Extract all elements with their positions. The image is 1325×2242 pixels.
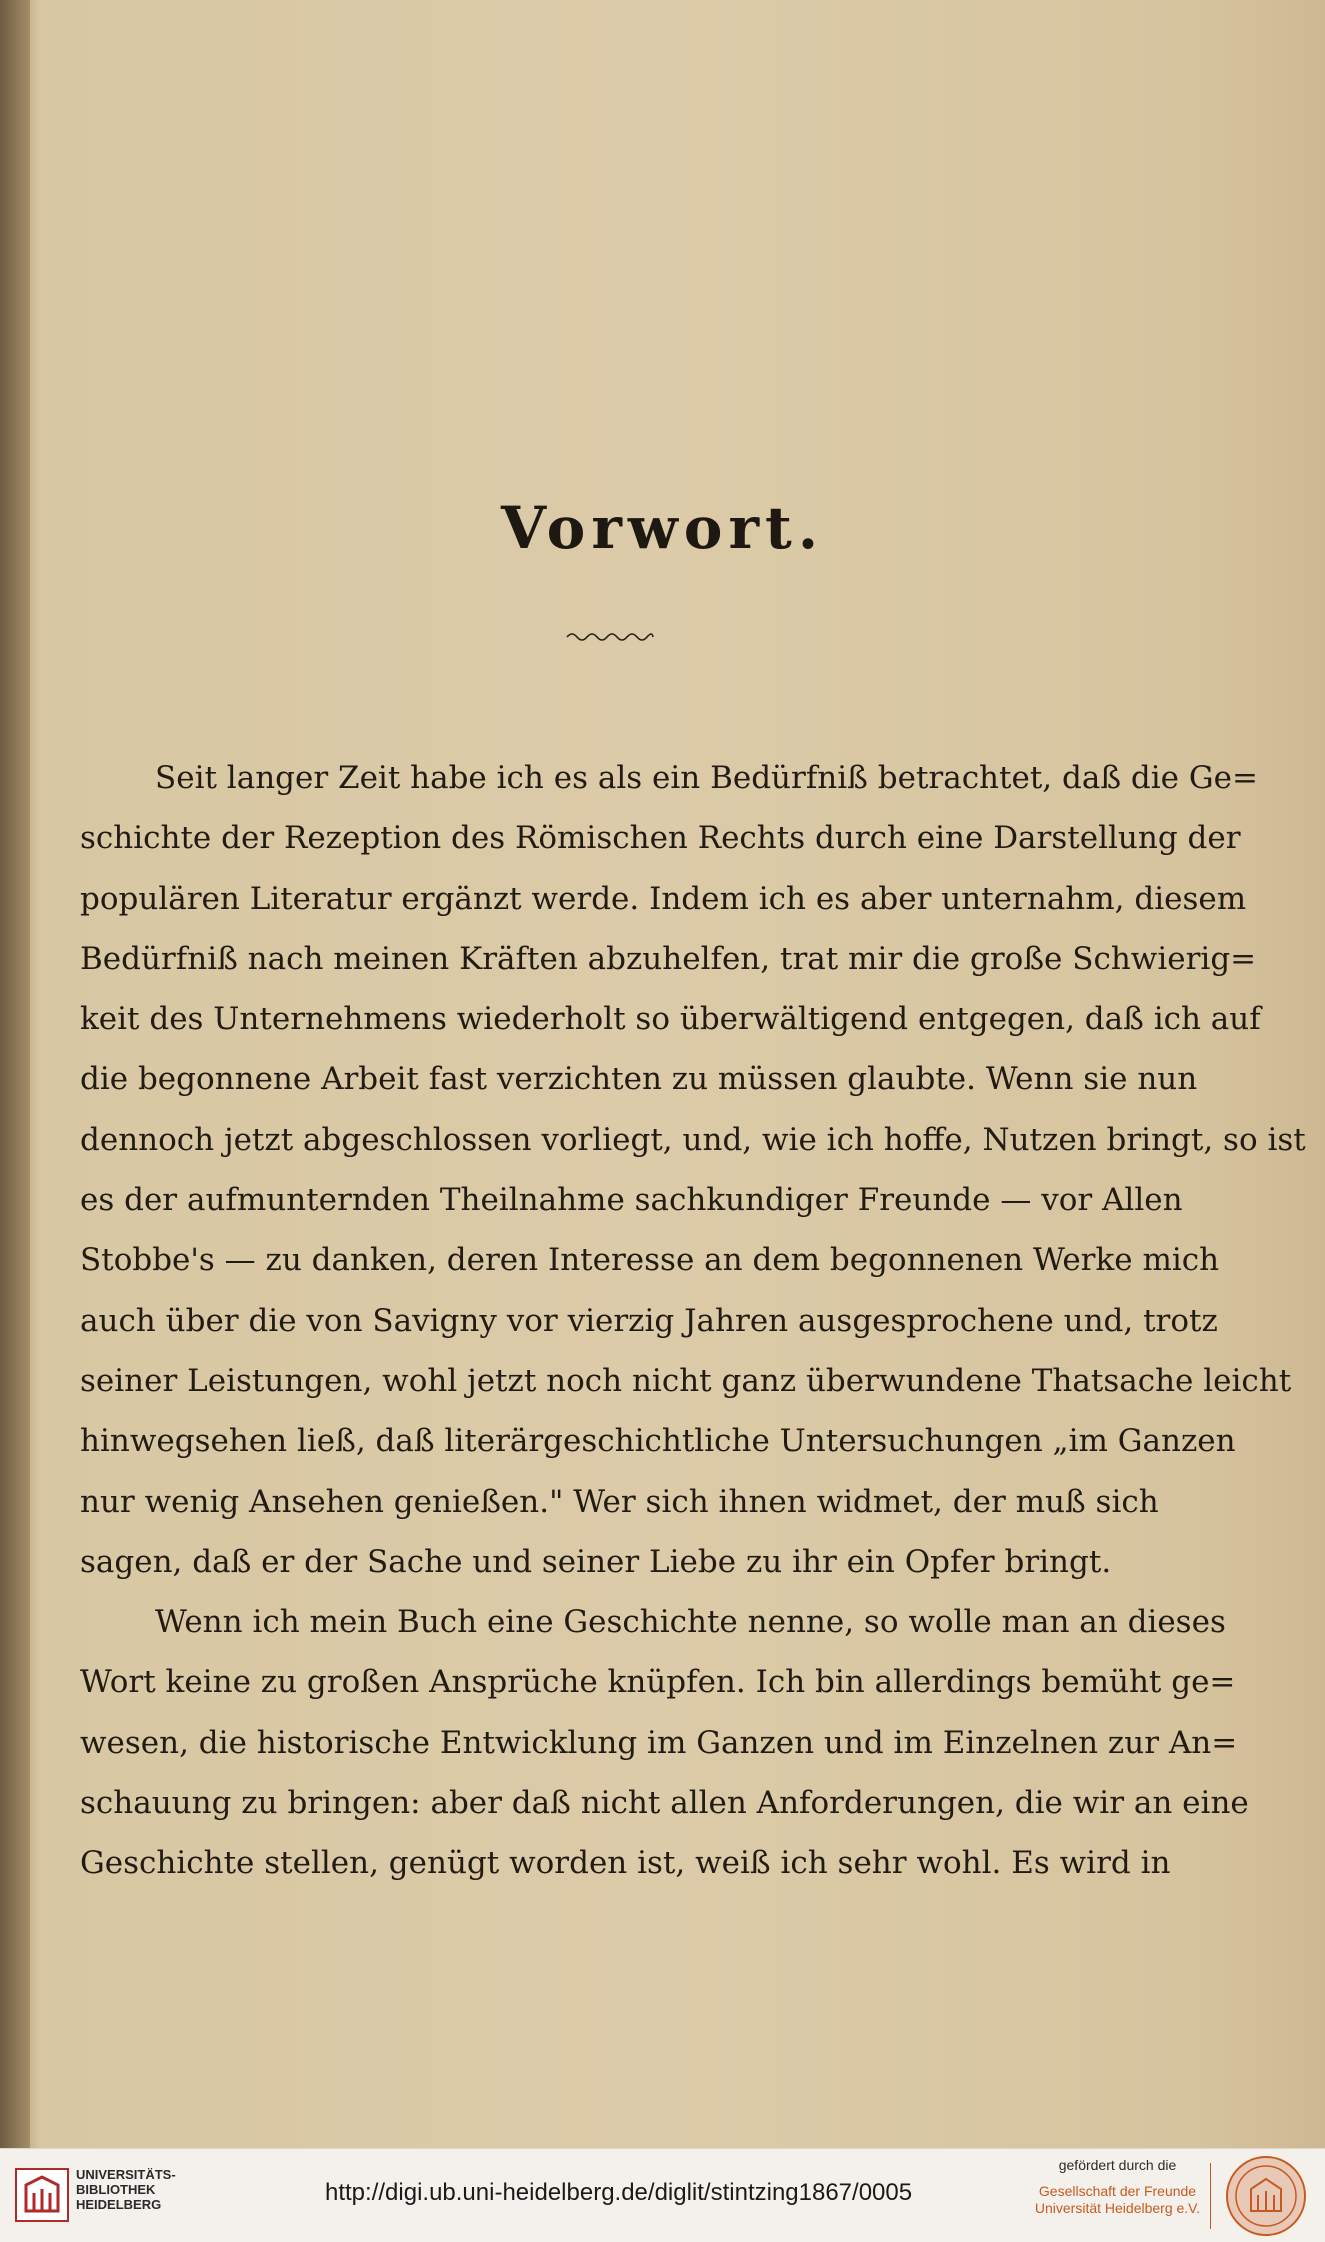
text-line: hinwegsehen ließ, daß literärgeschichtliche Untersuchungen „im Ganzen bbox=[80, 1423, 1236, 1460]
text-line: Seit langer Zeit habe ich es als ein Bedürfniß betrachtet, daß die Ge= bbox=[155, 760, 1258, 796]
text-line: keit des Unternehmens wiederholt so überwältigend entgegen, daß ich auf bbox=[80, 1001, 1261, 1038]
text-line: Geschichte stellen, genügt worden ist, weiß ich sehr wohl. Es wird in bbox=[80, 1845, 1171, 1882]
library-name bbox=[76, 2167, 176, 2212]
sponsor-block bbox=[1025, 2157, 1210, 2217]
text-line: sagen, daß er der Sache und seiner Liebe zu ihr ein Opfer bringt. bbox=[80, 1543, 1112, 1580]
text-line: dennoch jetzt abgeschlossen vorliegt, und, wie ich hoffe, Nutzen bringt, so ist bbox=[80, 1121, 1306, 1158]
text-line: populären Literatur ergänzt werde. Indem ich es aber unternahm, diesem bbox=[80, 880, 1247, 917]
footer-divider bbox=[1210, 2163, 1211, 2229]
sponsor-name-line: Gesellschaft der Freunde bbox=[1038, 2183, 1197, 2199]
text-line: es der aufmunternden Theilnahme sachkundiger Freunde — vor Allen bbox=[80, 1182, 1183, 1219]
page-spine-shadow bbox=[0, 0, 30, 2148]
library-name-line: UNIVERSITÄTS- bbox=[76, 2167, 176, 2182]
body-text bbox=[80, 748, 1306, 1894]
text-line: nur wenig Ansehen genießen." Wer sich ihnen widmet, der muß sich bbox=[80, 1483, 1159, 1520]
text-line: seiner Leistungen, wohl jetzt noch nicht ganz überwundene Thatsache leicht bbox=[80, 1362, 1292, 1399]
text-line: Stobbe's — zu danken, deren Interesse an dem begonnenen Werke mich bbox=[80, 1242, 1220, 1279]
sponsor-name-line: Universität Heidelberg e.V. bbox=[1034, 2200, 1201, 2216]
library-name-line: BIBLIOTHEK bbox=[76, 2182, 156, 2197]
sponsor-label: gefördert durch die bbox=[1058, 2157, 1177, 2173]
text-line: Wenn ich mein Buch eine Geschichte nenne, so wolle man an dieses bbox=[155, 1604, 1226, 1641]
university-library-logo-icon bbox=[14, 2167, 70, 2223]
text-line: Bedürfniß nach meinen Kräften abzuhelfen, trat mir die große Schwierig= bbox=[80, 940, 1257, 977]
society-seal-icon bbox=[1225, 2155, 1307, 2237]
text-line: Wort keine zu großen Ansprüche knüpfen. Ich bin allerdings bemüht ge= bbox=[80, 1664, 1236, 1701]
text-line: die begonnene Arbeit fast verzichten zu müssen glaubte. Wenn sie nun bbox=[80, 1061, 1198, 1098]
library-name-line: HEIDELBERG bbox=[76, 2197, 162, 2212]
text-line: schauung zu bringen: aber daß nicht allen Anforderungen, die wir an eine bbox=[80, 1785, 1249, 1822]
text-line: wesen, die historische Entwicklung im Ganzen und im Einzelnen zur An= bbox=[80, 1724, 1238, 1761]
viewer-footer bbox=[0, 2148, 1325, 2242]
page-title: Vorwort. bbox=[500, 494, 825, 562]
title-ornament-icon bbox=[565, 630, 655, 644]
text-line: schichte der Rezeption des Römischen Rechts durch eine Darstellung der bbox=[80, 820, 1241, 857]
permalink-url[interactable]: http://digi.ub.uni-heidelberg.de/diglit/stintzing1867/0005 bbox=[325, 2179, 913, 2206]
text-line: auch über die von Savigny vor vierzig Jahren ausgesprochene und, trotz bbox=[80, 1302, 1218, 1339]
